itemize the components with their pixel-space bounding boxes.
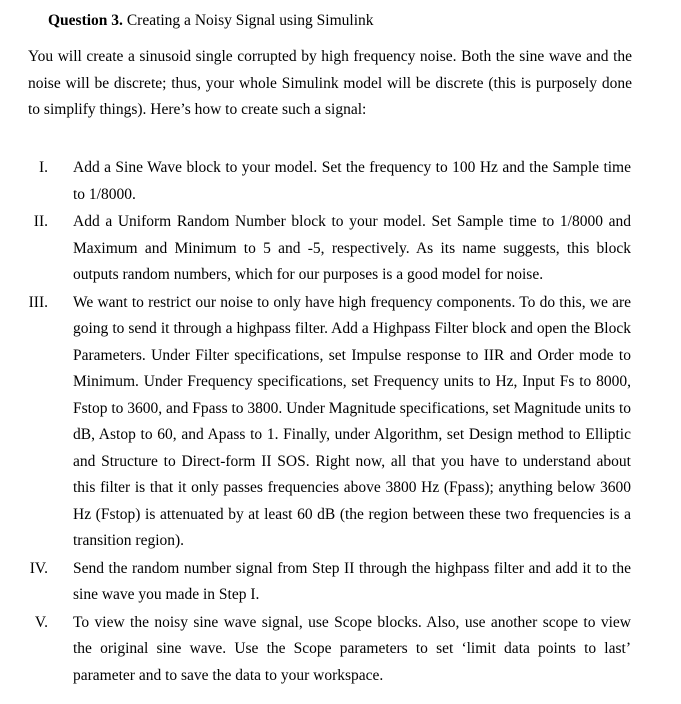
step-numeral: III. bbox=[28, 293, 48, 311]
step-item bbox=[0, 155, 681, 208]
step-numeral: II. bbox=[33, 213, 48, 230]
step-numeral: V. bbox=[34, 613, 48, 631]
step-text: We want to restrict our noise to only have high frequency components. To do this, we are going to send it through a highpass filter. Add a Highpass Filter block and open the Block Parameters. Under Filter specifications, set Impulse response to IIR and Order mode to Minimum. Under Frequency specifications, set Frequency units to Hz, Input Fs to 8000, Fstop to 3600, and Fpass to 3800. Under Magnitude specifications, set Magnitude units to dB, Astop to 60, and Apass to 1. Finally, under Algorithm, set Design method to Elliptic and Structure to Direct-form II SOS. Right now, all that you have to understand about this filter is that it only passes frequencies above 3800 Hz (Fpass); anything below 3600 Hz (Fstop) is attenuated by at least 60 dB (the region between these two frequencies is a transition region). bbox=[73, 293, 631, 549]
step-item bbox=[0, 209, 681, 289]
step-text: Add a Sine Wave block to your model. Set the frequency to 100 Hz and the Sample time to 1/8000. bbox=[73, 159, 631, 203]
step-numeral: IV. bbox=[29, 559, 48, 577]
step-text: Send the random number signal from Step II through the highpass filter and add it to the sine wave you made in Step I. bbox=[73, 559, 631, 603]
question-label: Question 3. bbox=[48, 12, 123, 29]
step-text: Add a Uniform Random Number block to your model. Set Sample time to 1/8000 and Maximum and Minimum to 5 and -5, respectively. As its name suggests, this block outputs random numbers, which for our purposes is a good model for noise. bbox=[73, 213, 631, 283]
steps-list bbox=[0, 155, 681, 690]
question-title: Creating a Noisy Signal using Simulink bbox=[126, 12, 374, 29]
step-item bbox=[0, 556, 681, 609]
step-item bbox=[0, 610, 681, 690]
step-item bbox=[0, 290, 681, 555]
question-heading bbox=[48, 11, 374, 31]
step-text: To view the noisy sine wave signal, use Scope blocks. Also, use another scope to view the original sine wave. Use the Scope parameters to set ‘limit data points to last’ parameter and to save the data to your workspace. bbox=[73, 613, 631, 684]
step-numeral: I. bbox=[38, 159, 48, 176]
intro-paragraph: You will create a sinusoid single corrupted by high frequency noise. Both the sine wave and the noise will be discrete; thus, your whole Simulink model will be discrete (this is purposely done to simplify things). Here’s how to create such a signal: bbox=[28, 48, 632, 118]
